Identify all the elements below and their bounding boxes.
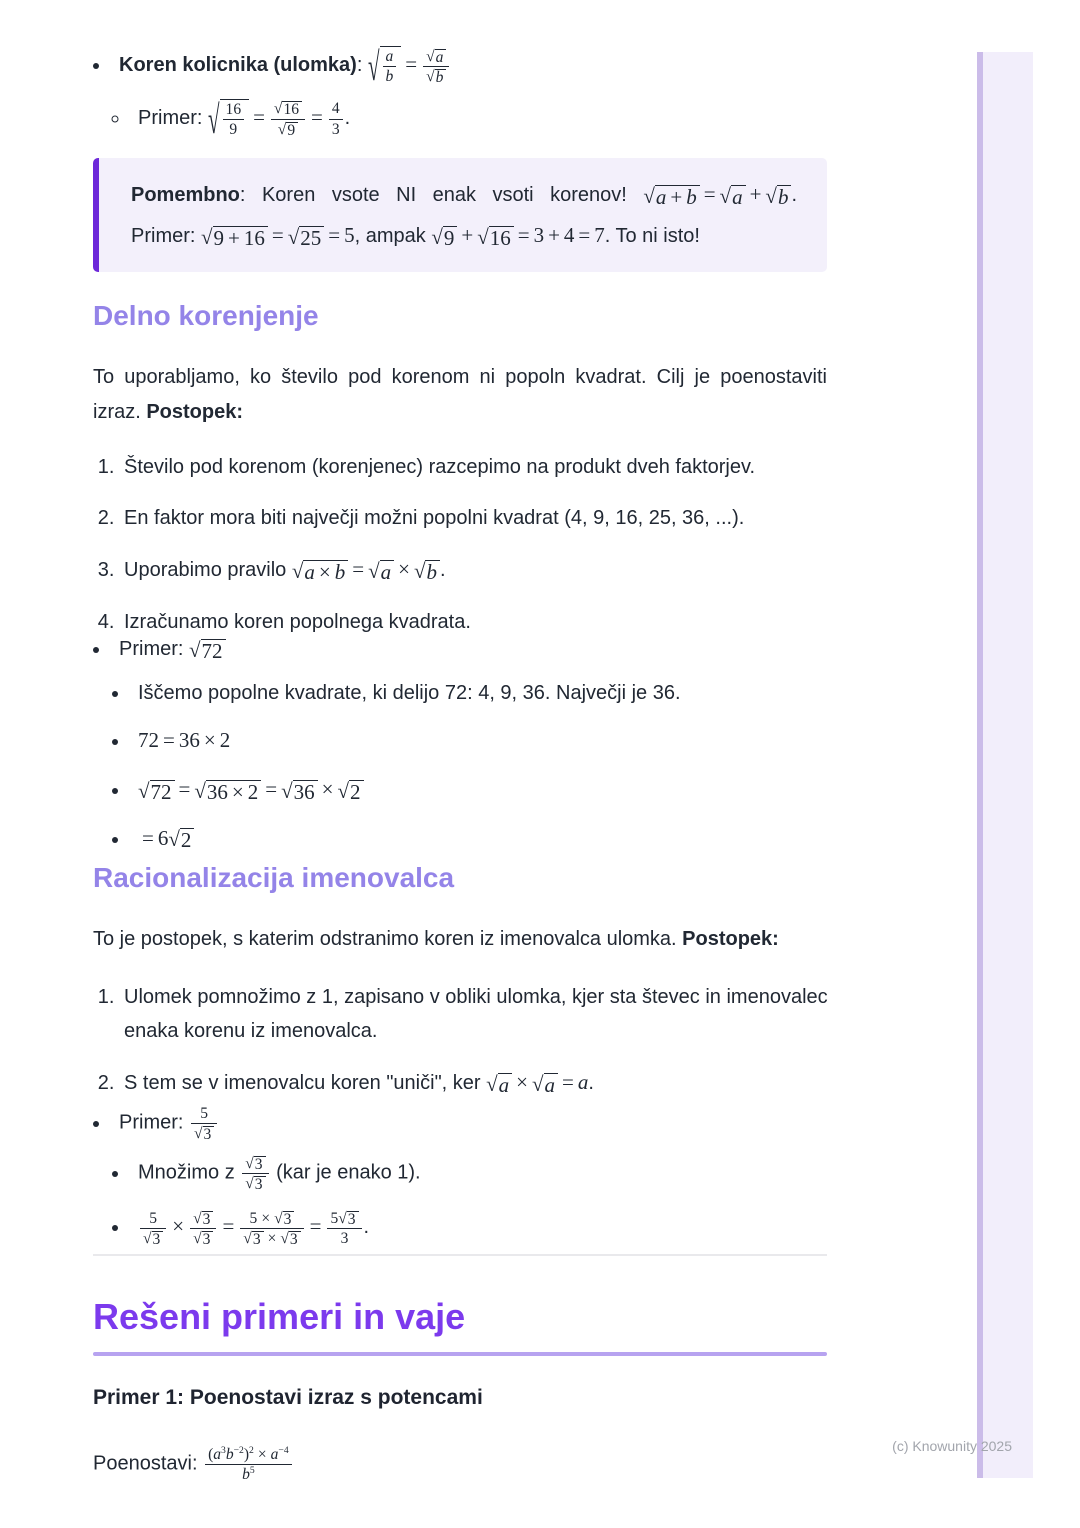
copyright-notice: (c) Knowunity 2025 <box>892 1438 1012 1454</box>
math-formula: √ 9 + 16 = √ 25 = 5, ampak √ 9 + √ 16 = 3 + 4 = 7. To ni isto! <box>201 223 700 250</box>
example-sub-item: • Množimo z √ 3 √ 3 (kar je enako 1). <box>130 1154 827 1194</box>
primer1-title: Primer 1: Poenostavi izraz s potencami <box>93 1386 483 1409</box>
section2-intro-paragraph: To je postopek, s katerim odstranimo koren iz imenovalca ulomka. Postopek: <box>93 928 779 950</box>
section1-intro-paragraph: To uporabljamo, ko število pod korenom ni popoln kvadrat. Cilj je poenostaviti izraz. Postopek: <box>93 366 827 423</box>
primer-label: Primer: <box>119 638 189 660</box>
math-formula: √ 3 √ 3 <box>240 1160 270 1184</box>
step-item: 1. Število pod korenom (korenjenec) razcepimo na produkt dveh faktorjev. <box>120 450 854 484</box>
math-formula: √ a + b = √ a + √ b . <box>643 182 797 209</box>
solved-examples-header <box>93 1296 827 1356</box>
step-item: 2. En faktor mora biti največji možni popolni kvadrat (4, 9, 16, 25, 36, ...). <box>120 501 854 535</box>
page-title: Rešeni primeri in vaje <box>93 1296 466 1337</box>
important-callout <box>93 158 827 272</box>
math-formula: 5 √ 3 <box>189 1110 219 1134</box>
math-formula: $\frac{(a^3b^{-2})^2 \times a^{-4}}{b^5}$ <box>203 1451 294 1475</box>
math-formula: • 5 √ 3 × √ 3 √ 3 = 5 × √ 3 √ 3 × √ 3 = 5 √ 3 3 . <box>138 1214 369 1238</box>
list-item-primer <box>130 96 827 143</box>
section1-steps <box>120 450 854 639</box>
section-heading-racionalizacija: Racionalizacija imenovalca <box>93 862 455 893</box>
document-page <box>93 0 827 1528</box>
callout-text: Koren vsote NI enak vsoti korenov! <box>261 184 627 206</box>
section2-steps <box>120 980 854 1101</box>
poenostavi-label: Poenostavi: <box>93 1452 204 1475</box>
step-item: 2. S tem se v imenovalcu koren "uniči", ker √ a × √ a = a. <box>120 1065 854 1101</box>
section-heading-delno-korenjenje: Delno korenjenje <box>93 300 319 331</box>
example-sub-item: • Iščemo popolne kvadrate, ki delijo 72: 4, 9, 36. Največji je 36. <box>130 677 827 709</box>
example-sub-item <box>130 773 827 807</box>
math-formula: √ a × √ a = a. <box>486 1070 594 1097</box>
example-item <box>111 634 827 663</box>
example-sub-item <box>130 724 827 758</box>
section-divider <box>93 1254 827 1256</box>
math-formula: • √ 72 = √ 36 × 2 = √ 36 × √ 2 <box>138 777 364 801</box>
math-formula: √ $\frac{16}{9}$ = √ 16 √ 9 = $\frac{4}{3}$ . <box>208 96 351 143</box>
section2-example <box>93 1104 827 1249</box>
math-formula: = 6 √ 2 <box>138 826 194 850</box>
right-margin-panel <box>977 52 1033 1478</box>
step-item: 4. Izračunamo koren popolnega kvadrata. <box>120 605 854 639</box>
primer-label: Primer: <box>131 225 196 247</box>
callout-line-2 <box>131 215 797 256</box>
math-formula: √ 72 <box>189 636 226 660</box>
primer-label: Primer: <box>119 1111 189 1134</box>
step-item: 3. Uporabimo pravilo √ a × b = √ a × √ b . <box>120 552 854 588</box>
example-sub-item <box>130 1209 827 1249</box>
intro-list <box>93 44 827 143</box>
step-item: 1. Ulomek pomnožimo z 1, zapisano v obliki ulomka, kjer sta števec in imenovalec enaka korenu iz imenovalca. <box>120 980 854 1048</box>
poenostavi-line <box>93 1445 827 1485</box>
callout-line-1: Pomembno: Koren vsote NI enak vsoti korenov! √ a + b = √ a + √ b . <box>131 182 797 209</box>
callout-title: Pomembno <box>131 184 240 206</box>
primer-label: Primer: <box>138 107 203 130</box>
math-formula: 72 = 36 × 2 <box>138 728 231 753</box>
bullet-label: Koren kolicnika (ulomka) <box>119 54 357 77</box>
math-formula: √ a × b = √ a × √ b . <box>291 557 446 584</box>
example-sub-item <box>130 822 827 856</box>
example-item <box>111 1104 827 1144</box>
section1-example <box>93 634 827 855</box>
title-underline <box>93 1352 827 1356</box>
math-formula: √ $\frac{a}{b}$ = √ a √ b <box>368 52 451 76</box>
list-item-koren-kolicnika: • Koren kolicnika (ulomka): √ $\frac{a}{b}$ = √ a √ b <box>111 46 827 87</box>
